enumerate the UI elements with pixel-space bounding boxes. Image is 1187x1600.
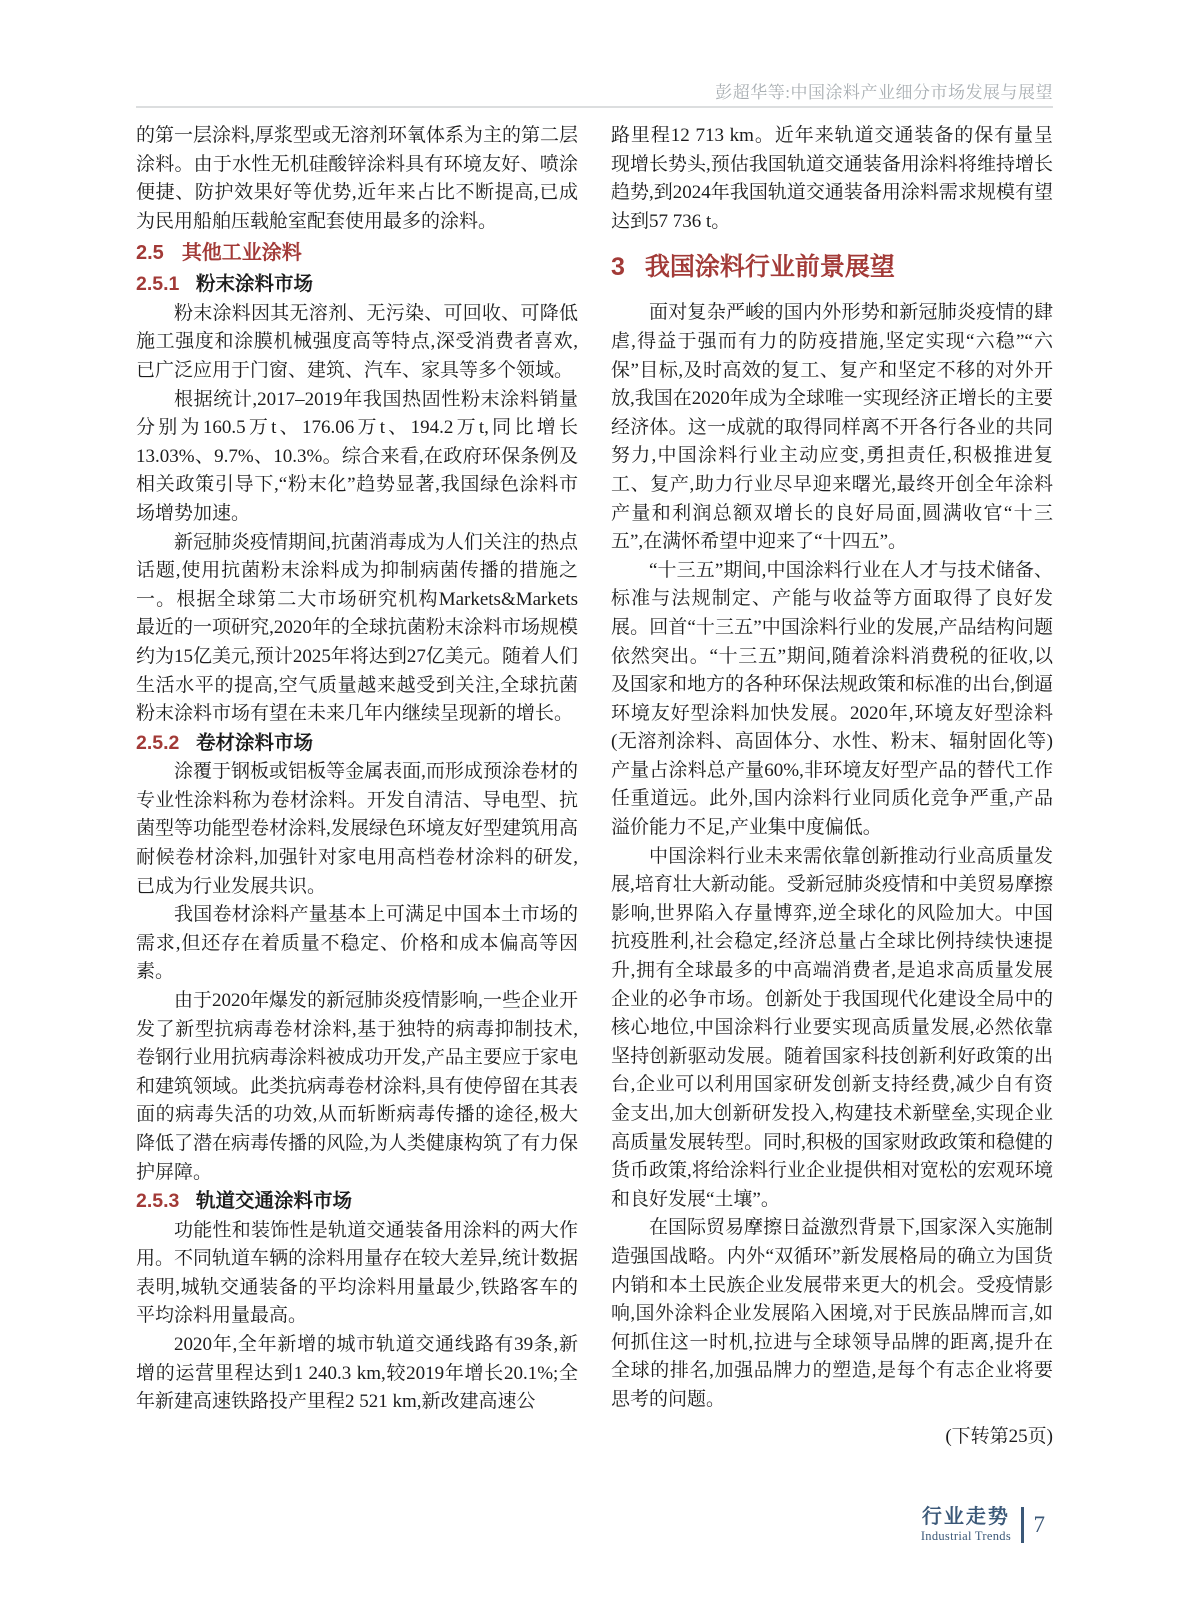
article-body xyxy=(136,122,1053,1451)
subsection-title: 粉末涂料市场 xyxy=(195,274,313,296)
paragraph: 面对复杂严峻的国内外形势和新冠肺炎疫情的肆虐,得益于强而有力的防疫措施,坚定实现“六稳”“六保”目标,及时高效的复工、复产和坚定不移的对外开放,我国在2020年成为全球唯一实现经济正增长的主要经济体。这一成就的取得同样离不开各行各业的共同努力,中国涂料行业主动应变,勇担责任,积极推进复工、复产,助力行业尽早迎来曙光,最终开创全年涂料产量和利润总额双增长的良好局面,圆满收官“十三五”,在满怀希望中迎来了“十四五”。 xyxy=(611,302,1053,553)
section-number: 3 xyxy=(611,253,625,282)
paragraph: 中国涂料行业未来需依靠创新推动行业高质量发展,培育壮大新动能。受新冠肺炎疫情和中美贸易摩擦影响,世界陷入存量博弈,逆全球化的风险加大。中国抗疫胜利,社会稳定,经济总量占全球比例持续快速提升,拥有全球最多的中高端消费者,是追求高质量发展企业的必争市场。创新处于我国现代化建设全局中的核心地位,中国涂料行业要实现高质量发展,必然依靠坚持创新驱动发展。随着国家科技创新利好政策的出台,企业可以利用国家研发创新支持经费,减少自有资金支出,加大创新研发投入,构建技术新壁垒,实现企业高质量发展转型。同时,积极的国家财政政策和稳健的货币政策,将给涂料行业企业提供相对宽松的宏观环境和良好发展“土壤”。 xyxy=(611,845,1053,1210)
header-divider xyxy=(136,106,1053,108)
subsection-title: 轨道交通涂料市场 xyxy=(195,1191,352,1213)
paragraph: 功能性和装饰性是轨道交通装备用涂料的两大作用。不同轨道车辆的涂料用量存在较大差异,统计数据表明,城轨交通装备的平均涂料用量最少,铁路客车的平均涂料用量最高。 xyxy=(136,1219,578,1327)
paragraph-continuation: 的第一层涂料,厚浆型或无溶剂环氧体系为主的第二层涂料。由于水性无机硅酸锌涂料具有环境友好、喷涂便捷、防护效果好等优势,近年来占比不断提高,已成为民用船舶压载舱室配套使用最多的涂料。 xyxy=(136,125,578,232)
paragraph: 根据统计,2017–2019年我国热固性粉末涂料销量分别为160.5万t、176.06万t、194.2万t,同比增长13.03%、9.7%、10.3%。综合来看,在政府环保条例及相关政策引导下,“粉末化”趋势显著,我国绿色涂料市场增势加速。 xyxy=(136,388,578,525)
paragraph: 在国际贸易摩擦日益激烈背景下,国家深入实施制造强国战略。内外“双循环”新发展格局的确立为国货内销和本土民族企业发展带来更大的机会。受疫情影响,国外涂料企业发展陷入困境,对于民族品牌而言,如何抓住这一时机,拉进与全球领导品牌的距离,提升在全球的排名,加强品牌力的塑造,是每个有志企业将要思考的问题。 xyxy=(611,1217,1053,1410)
subsection-heading-2-5-2 xyxy=(136,729,578,759)
subsection-title: 卷材涂料市场 xyxy=(195,732,313,754)
footer-section-cn: 行业走势 xyxy=(921,1506,1010,1528)
subsection-number: 2.5.2 xyxy=(136,731,180,754)
left-column xyxy=(136,122,578,1451)
section-title: 我国涂料行业前景展望 xyxy=(644,254,895,282)
subsection-number: 2.5.3 xyxy=(136,1190,180,1213)
section-heading-3 xyxy=(611,249,1053,286)
page-footer xyxy=(921,1506,1045,1544)
right-column xyxy=(611,122,1053,1451)
paragraph: 由于2020年爆发的新冠肺炎疫情影响,一些企业开发了新型抗病毒卷材涂料,基于独特的病毒抑制技术,卷钢行业用抗病毒涂料被成功开发,产品主要应于家电和建筑领域。此类抗病毒卷材涂料,具有使停留在其表面的病毒失活的功效,从而斩断病毒传播的途径,极大降低了潜在病毒传播的风险,为人类健康构筑了有力保护屏障。 xyxy=(136,990,578,1183)
subsection-heading-2-5-1 xyxy=(136,270,578,300)
section-number: 2.5 xyxy=(136,242,164,265)
running-head-title: 彭超华等:中国涂料产业细分市场发展与展望 xyxy=(715,83,1053,102)
section-heading-2-5 xyxy=(136,238,578,268)
footer-section-en: Industrial Trends xyxy=(920,1529,1011,1543)
paragraph: 2020年,全年新增的城市轨道交通线路有39条,新增的运营里程达到1 240.3 km,较2019年增长20.1%;全年新建高速铁路投产里程2 521 km,新改建高速公 xyxy=(136,1334,578,1413)
page-number: 7 xyxy=(1033,1512,1045,1537)
footer-divider-bar xyxy=(1021,1507,1024,1543)
section-title: 其他工业涂料 xyxy=(181,242,302,265)
paragraph: “十三五”期间,中国涂料行业在人才与技术储备、标准与法规制定、产能与收益等方面取得了良好发展。回首“十三五”中国涂料行业的发展,产品结构问题依然突出。“十三五”期间,随着涂料消费税的征收,以及国家和地方的各种环保法规政策和标准的出台,倒逼环境友好型涂料加快发展。2020年,环境友好型涂料(无溶剂涂料、高固体分、水性、粉末、辐射固化等)产量占涂料总产量60%,非环境友好型产品的替代工作任重道远。此外,国内涂料行业同质化竞争严重,产品溢价能力不足,产业集中度偏低。 xyxy=(611,559,1053,839)
continued-on-page-note: (下转第25页) xyxy=(945,1425,1053,1447)
paragraph-continuation: 路里程12 713 km。近年来轨道交通装备的保有量呈现增长势头,预估我国轨道交通装备用涂料将维持增长趋势,到2024年我国轨道交通装备用涂料需求规模有望达到57 736 t。 xyxy=(611,125,1053,232)
subsection-number: 2.5.1 xyxy=(136,273,180,296)
subsection-heading-2-5-3 xyxy=(136,1187,578,1217)
paragraph: 涂覆于钢板或铝板等金属表面,而形成预涂卷材的专业性涂料称为卷材涂料。开发自清洁、导电型、抗菌型等功能型卷材涂料,发展绿色环境友好型建筑用高耐候卷材涂料,加强针对家电用高档卷材涂料的研发,已成为行业发展共识。 xyxy=(136,761,578,897)
paragraph: 新冠肺炎疫情期间,抗菌消毒成为人们关注的热点话题,使用抗菌粉末涂料成为抑制病菌传播的措施之一。根据全球第二大市场研究机构Markets&Markets最近的一项研究,2020年的全球抗菌粉末涂料市场规模约为15亿美元,预计2025年将达到27亿美元。随着人们生活水平的提高,空气质量越来越受到关注,全球抗菌粉末涂料市场有望在未来几年内继续呈现新的增长。 xyxy=(136,531,578,725)
footer-section-labels xyxy=(921,1506,1021,1544)
paragraph: 我国卷材涂料产量基本上可满足中国本土市场的需求,但还存在着质量不稳定、价格和成本偏高等因素。 xyxy=(136,904,578,983)
paragraph: 粉末涂料因其无溶剂、无污染、可回收、可降低施工强度和涂膜机械强度高等特点,深受消费者喜欢,已广泛应用于门窗、建筑、汽车、家具等多个领域。 xyxy=(136,302,578,382)
